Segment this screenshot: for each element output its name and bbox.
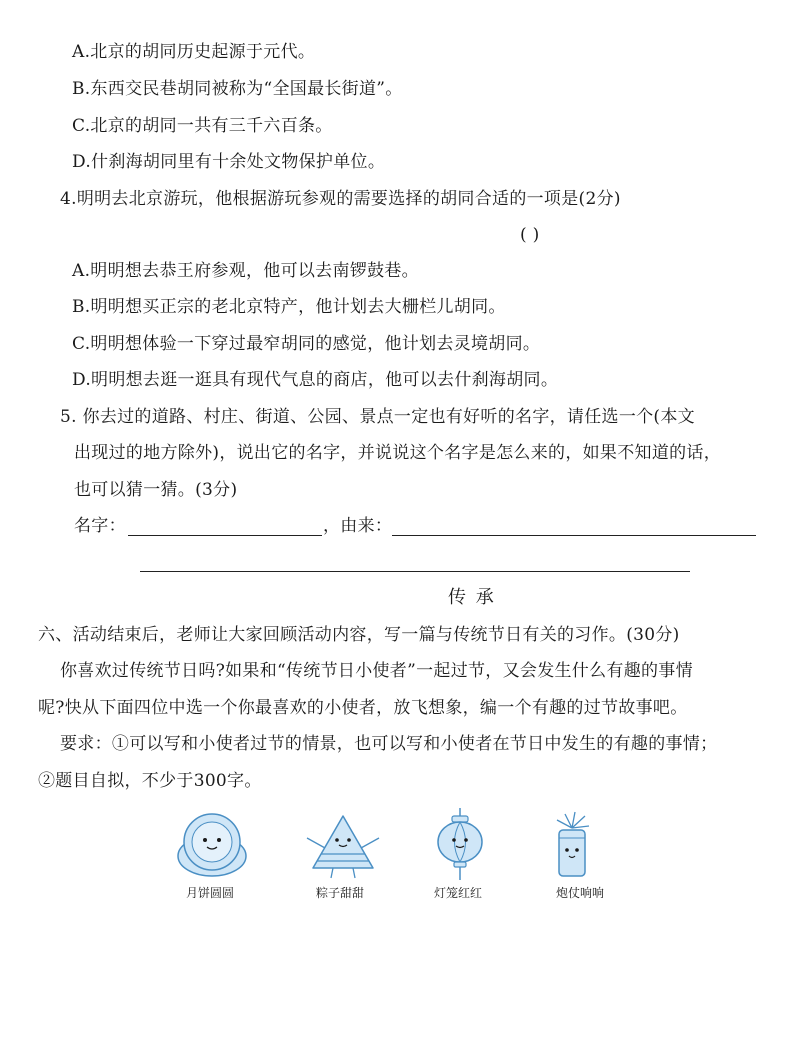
mooncake-icon <box>172 810 252 880</box>
name-answer-line[interactable] <box>128 535 322 536</box>
origin-label: ，由来： <box>323 516 393 536</box>
mooncake-caption: 月饼圆圆 <box>186 886 235 900</box>
q6-requirement-line-2: ②题目自拟，不少于300字。 <box>38 771 262 791</box>
q6-paragraph-line-1: 你喜欢过传统节日吗?如果和“传统节日小使者”一起过节，又会发生什么有趣的事情 <box>60 661 693 681</box>
zongzi-icon <box>303 810 383 880</box>
q6-paragraph-line-2: 呢?快从下面四位中选一个你最喜欢的小使者，放飞想象，编一个有趣的过节故事吧。 <box>38 698 688 718</box>
q3-option-d: D.什刹海胡同里有十余处文物保护单位。 <box>72 152 386 172</box>
firecracker-icon <box>537 810 607 880</box>
q4-option-a: A.明明想去恭王府参观，他可以去南锣鼓巷。 <box>72 261 419 281</box>
q3-option-a: A.北京的胡同历史起源于元代。 <box>72 42 316 62</box>
q4-option-c: C.明明想体验一下穿过最窄胡同的感觉，他计划去灵境胡同。 <box>72 334 541 354</box>
origin-answer-line-2[interactable] <box>140 571 690 572</box>
q5-line-1: 5. 你去过的道路、村庄、街道、公园、景点一定也有好听的名字，请任选一个(本文 <box>60 407 695 427</box>
q4-answer-bracket[interactable]: ( ) <box>520 225 540 245</box>
section-title: 传 承 <box>448 587 496 608</box>
q4-stem: 4.明明去北京游玩，他根据游玩参观的需要选择的胡同合适的一项是(2分) <box>60 189 621 209</box>
lantern-caption: 灯笼红红 <box>434 886 483 900</box>
q4-option-d: D.明明想去逛一逛具有现代气息的商店，他可以去什刹海胡同。 <box>72 370 559 390</box>
lantern-icon <box>425 806 495 882</box>
zongzi-caption: 粽子甜甜 <box>316 886 365 900</box>
q3-option-b: B.东西交民巷胡同被称为“全国最长街道”。 <box>72 79 403 99</box>
q4-option-b: B.明明想买正宗的老北京特产，他计划去大栅栏儿胡同。 <box>72 297 506 317</box>
name-label: 名字： <box>74 516 126 536</box>
origin-answer-line-1[interactable] <box>392 535 756 536</box>
q6-requirement-line-1: 要求：①可以写和小使者过节的情景，也可以写和小使者在节日中发生的有趣的事情； <box>60 734 718 754</box>
q5-line-2: 出现过的地方除外)，说出它的名字，并说说这个名字是怎么来的，如果不知道的话， <box>74 443 722 463</box>
firecracker-caption: 炮仗响响 <box>556 886 605 900</box>
q5-line-3: 也可以猜一猜。(3分) <box>74 480 238 500</box>
q6-stem: 六、活动结束后，老师让大家回顾活动内容，写一篇与传统节日有关的习作。(30分) <box>38 625 680 645</box>
q3-option-c: C.北京的胡同一共有三千六百条。 <box>72 116 333 136</box>
